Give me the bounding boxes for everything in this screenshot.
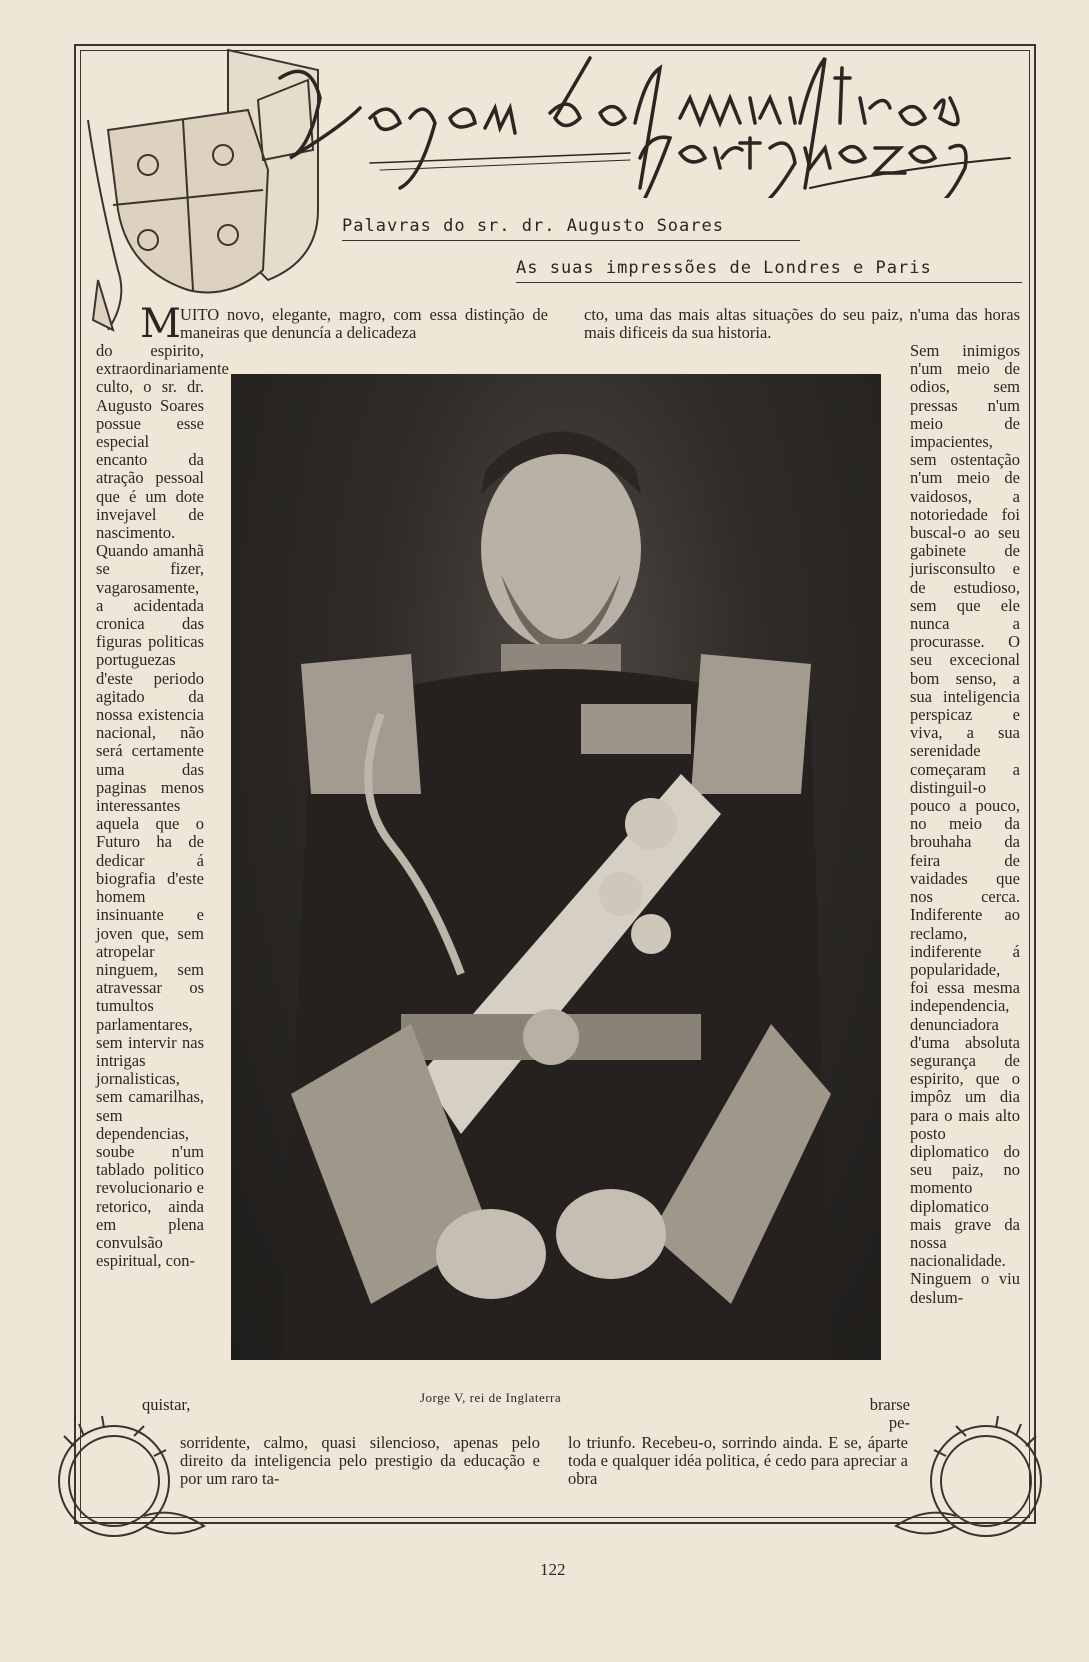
article-right-column: Sem inimigos n'um meio de odios, sem pressas n'um meio de impacientes, sem ostentação n'um meio de vaidosos, a notoriedade foi buscal-o ao seu gabinete de jurisconsulto e de estudioso, sem que ele nunca a procurasse. O seu excecional bom senso, a sua inteligencia perspicaz e viva, a sua serenidade começaram a distinguil-o pouco a pouco, no meio da brouhaha da feira de vaidades que nos cerca. Indiferente ao reclamo, indiferente á popularidade, foi essa mesma independencia, denunciadora d'uma absoluta segurança de espirito, que o impôz um dia para o mais alto posto diplomatico do seu paiz, no momento diplomatico mais grave da nossa nacionalidade. Ninguem o viu deslum- <box>910 341 1020 1307</box>
script-title <box>250 38 1040 198</box>
portrait-figure <box>231 374 881 1360</box>
subtitle-underline <box>342 240 800 241</box>
article-bottom-left: sorridente, calmo, quasi silencioso, apenas pelo direito da inteligencia pelo prestigio da educação e por um raro ta- <box>180 1433 540 1489</box>
article-left-tail: quistar, <box>142 1395 191 1414</box>
article-intro-right: cto, uma das mais altas situações do seu paiz, n'uma das horas mais dificeis da sua historia. <box>584 305 1020 343</box>
subtitle-impressions: As suas impressões de Londres e Paris <box>516 258 932 278</box>
page-number: 122 <box>540 1560 566 1579</box>
subtitle-underline <box>516 282 1022 283</box>
drop-cap: M <box>140 301 181 347</box>
article-intro-left: UITO novo, elegante, magro, com essa distinção de maneiras que denuncía a delicadeza <box>180 305 548 343</box>
article-right-tail: brarse pe- <box>869 1395 910 1433</box>
article-bottom-right: lo triunfo. Recebeu-o, sorrindo ainda. E se, áparte toda e qualquer idéa politica, é cedo para apreciar a obra <box>568 1433 908 1489</box>
photo-caption: Jorge V, rei de Inglaterra <box>420 1390 562 1405</box>
article-left-column: do espirito, extraordinariamente culto, o sr. dr. Augusto Soares possue esse especial encanto da atração pessoal que é um dote invejavel de nascimento. Quando amanhã se fizer, vagarosamente, a acidentada cronica das figuras politicas portuguezas d'este periodo agitado da nossa existencia nacional, não será certamente uma das paginas menos interessantes aquela que o Futuro ha de dedicar á biografia d'este homem insinuante e joven que, sem atropelar ninguem, sem atravessar os tumultos parlamentares, sem intervir nas intrigas jornalisticas, sem camarilhas, sem dependencias, soube n'um tablado politico revolucionario e retorico, ainda em plena convulsão espiritual, con- <box>96 341 229 1271</box>
subtitle-speaker: Palavras do sr. dr. Augusto Soares <box>342 216 724 236</box>
portrait-photo <box>231 374 881 1360</box>
laurel-wreath-ornament <box>886 1416 1056 1546</box>
laurel-wreath-ornament <box>44 1416 214 1546</box>
